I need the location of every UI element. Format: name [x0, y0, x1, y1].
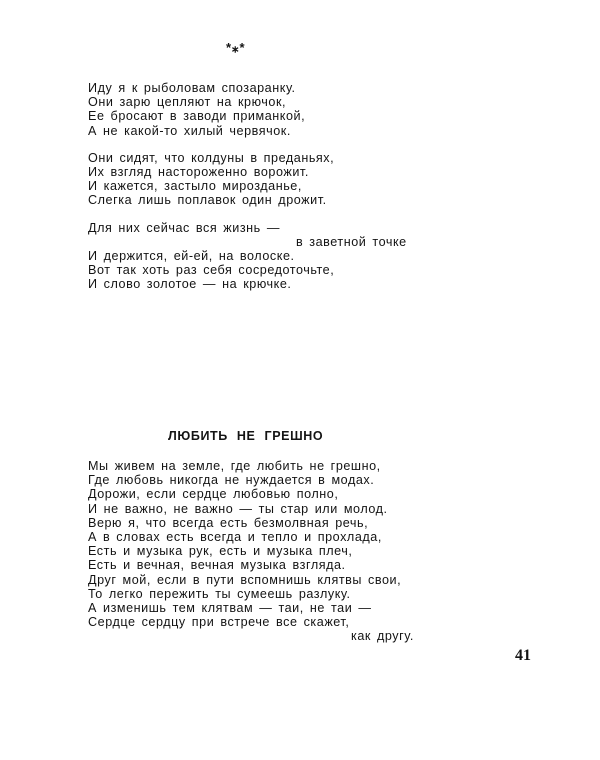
verse-line: Иду я к рыболовам спозаранку.	[88, 81, 296, 95]
verse-line: Их взгляд настороженно ворожит.	[88, 165, 309, 180]
stanza	[88, 151, 407, 208]
verse-line: А в словах есть всегда и тепло и прохлада,	[88, 530, 382, 545]
verse-line: То легко пережить ты сумеешь разлуку.	[88, 586, 351, 601]
verse-line: Они сидят, что колдуны в преданьях,	[88, 150, 335, 165]
verse-line: Где любовь никогда не нуждается в модах.	[88, 473, 375, 488]
poem-untitled	[88, 81, 407, 305]
verse-line: Слегка лишь поплавок один дрожит.	[88, 193, 327, 208]
verse-line: И кажется, застыло мирозданье,	[88, 179, 302, 194]
stanza	[88, 221, 407, 292]
verse-line: Есть и музыка рук, есть и музыка плеч,	[88, 544, 353, 559]
verse-line: Сердце сердцу при встрече все скажет,	[88, 615, 350, 630]
stanza	[88, 81, 407, 138]
verse-line: Есть и вечная, вечная музыка взгляда.	[88, 558, 346, 573]
verse-line: И держится, ей-ей, на волоске.	[88, 249, 295, 264]
section-separator-asterism: *⁎*	[226, 40, 246, 55]
verse-line: И не важно, не важно — ты стар или молод.	[88, 501, 388, 516]
poem-lyubit-ne-greshno	[88, 459, 414, 644]
verse-line-indented: как другу.	[351, 629, 414, 644]
poem-title: ЛЮБИТЬ НЕ ГРЕШНО	[168, 429, 324, 443]
verse-line: Ее бросают в заводи приманкой,	[88, 109, 306, 124]
verse-line: Для них сейчас вся жизнь —	[88, 220, 280, 235]
verse-line: И слово золотое — на крючке.	[88, 277, 292, 292]
verse-line: Дорожи, если сердце любовью полно,	[88, 487, 339, 502]
page-number: 41	[515, 647, 531, 664]
verse-line: Друг мой, если в пути вспомнишь клятвы свои,	[88, 572, 402, 587]
verse-line: Верю я, что всегда есть безмолвная речь,	[88, 515, 369, 530]
verse-line: А изменишь тем клятвам — таи, не таи —	[88, 601, 372, 616]
verse-line: А не какой-то хилый червячок.	[88, 123, 291, 138]
verse-line-indented: в заветной точке	[296, 234, 407, 249]
verse-line: Вот так хоть раз себя сосредоточьте,	[88, 263, 335, 278]
verse-line: Мы живем на земле, где любить не грешно,	[88, 459, 381, 473]
verse-line: Они зарю цепляют на крючок,	[88, 95, 287, 110]
